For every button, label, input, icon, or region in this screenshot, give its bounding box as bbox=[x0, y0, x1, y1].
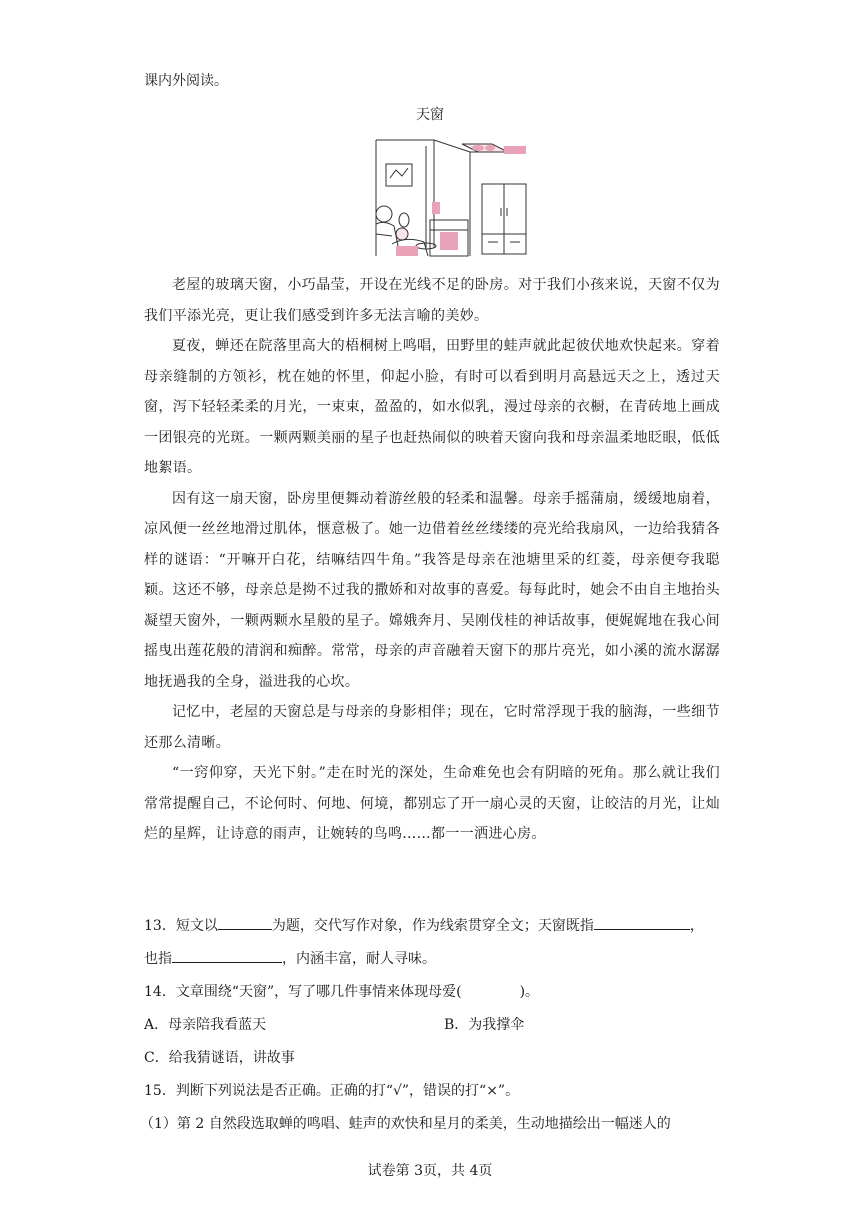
option-b[interactable]: B．为我撑伞 bbox=[444, 1017, 525, 1033]
passage-paragraph-2: 夏夜，蝉还在院落里高大的梧桐树上鸣唱，田野里的蛙声就此起彼伏地欢快起来。穿着母亲缝制的方领衫，枕在她的怀里，仰起小脸，有时可以看到明月高悬远天之上，透过天窗，泻下轻轻柔柔的月光，一束束，盈盈的，如水似乳，漫过母亲的衣橱，在青砖地上画成一团银亮的光斑。一颗两颗美丽的星子也赶热闹似的映着天窗向我和母亲温柔地眨眼，低低地絮语。 bbox=[144, 338, 720, 476]
question-13-text-a: 13．短文以 bbox=[144, 918, 218, 934]
question-14-text-a: 14．文章围绕“天窗”，写了哪几件事情来体现母爱( bbox=[144, 984, 462, 1000]
answer-blank-3[interactable] bbox=[172, 948, 282, 963]
passage-paragraph-3: 因有这一扇天窗，卧房里便舞动着游丝般的轻柔和温馨。母亲手摇蒲扇，缓缓地扇着，凉风便一丝丝地滑过肌体，惬意极了。她一边借着丝丝缕缕的亮光给我扇风，一边给我猜各样的谜语：“开嘛开白花，结嘛结四牛角。”我答是母亲在池塘里采的红菱，母亲便夸我聪颖。这还不够，母亲总是拗不过我的撒娇和对故事的喜爱。每每此时，她会不由自主地抬头凝望天窗外，一颗两颗水星般的星子。嫦娥奔月、吴刚伐桂的神话故事，便娓娓地在我心间摇曳出莲花般的清润和痴醉。常常，母亲的声音融着天窗下的那片亮光，如小溪的流水潺潺地抚過我的全身，溢进我的心坎。 bbox=[144, 490, 720, 690]
question-14-stem bbox=[144, 976, 720, 1009]
section-instruction: 课内外阅读。 bbox=[144, 73, 228, 89]
question-13-text-e: ，内涵丰富，耐人寻味。 bbox=[282, 951, 436, 967]
question-13-line-1 bbox=[144, 910, 720, 943]
option-a[interactable]: A．母亲陪我看蓝天 bbox=[144, 1017, 267, 1033]
passage-paragraph-1: 老屋的玻璃天窗，小巧晶莹，开设在光线不足的卧房。对于我们小孩来说，天窗不仅为我们平添光亮，更让我们感受到许多无法言喻的美妙。 bbox=[144, 277, 720, 324]
passage-title: 天窗 bbox=[416, 107, 444, 123]
passage-paragraph-4: 记忆中，老屋的天窗总是与母亲的身影相伴；现在，它时常浮现于我的脑海，一些细节还那么清晰。 bbox=[144, 704, 720, 751]
option-c[interactable]: C．给我猜谜语，讲故事 bbox=[144, 1050, 295, 1066]
question-14-text-b: )。 bbox=[519, 984, 540, 1000]
question-13-text-d: 也指 bbox=[144, 951, 172, 967]
question-15-item-1: （1）第 2 自然段选取蝉的鸣唱、蛙声的欢快和星月的柔美，生动地描绘出一幅迷人的 bbox=[140, 1116, 671, 1132]
answer-blank-1[interactable] bbox=[218, 915, 272, 930]
question-15-stem: 15．判断下列说法是否正确。正确的打“√”，错误的打“×”。 bbox=[144, 1083, 520, 1099]
question-14-options-row bbox=[144, 1009, 720, 1042]
question-13-text-b: 为题，交代写作对象，作为线索贯穿全文；天窗既指 bbox=[271, 918, 594, 934]
page-footer: 试卷第 3页，共 4页 bbox=[367, 1163, 493, 1179]
question-13-text-c: ， bbox=[689, 918, 704, 934]
mother-and-child-under-skylight-drawing bbox=[374, 138, 530, 258]
question-13-line-2 bbox=[144, 943, 720, 976]
question-section bbox=[140, 910, 720, 1141]
reading-passage bbox=[144, 270, 720, 850]
passage-paragraph-5: “一窍仰穿，天光下射。”走在时光的深处，生命难免也会有阴暗的死角。那么就让我们常常提醒自己，不论何时、何地、何境，都别忘了开一扇心灵的天窗，让皎洁的月光，让灿烂的星辉，让诗意的雨声，让婉转的鸟鸣……都一一洒进心房。 bbox=[144, 765, 720, 842]
answer-blank-2[interactable] bbox=[594, 915, 690, 930]
